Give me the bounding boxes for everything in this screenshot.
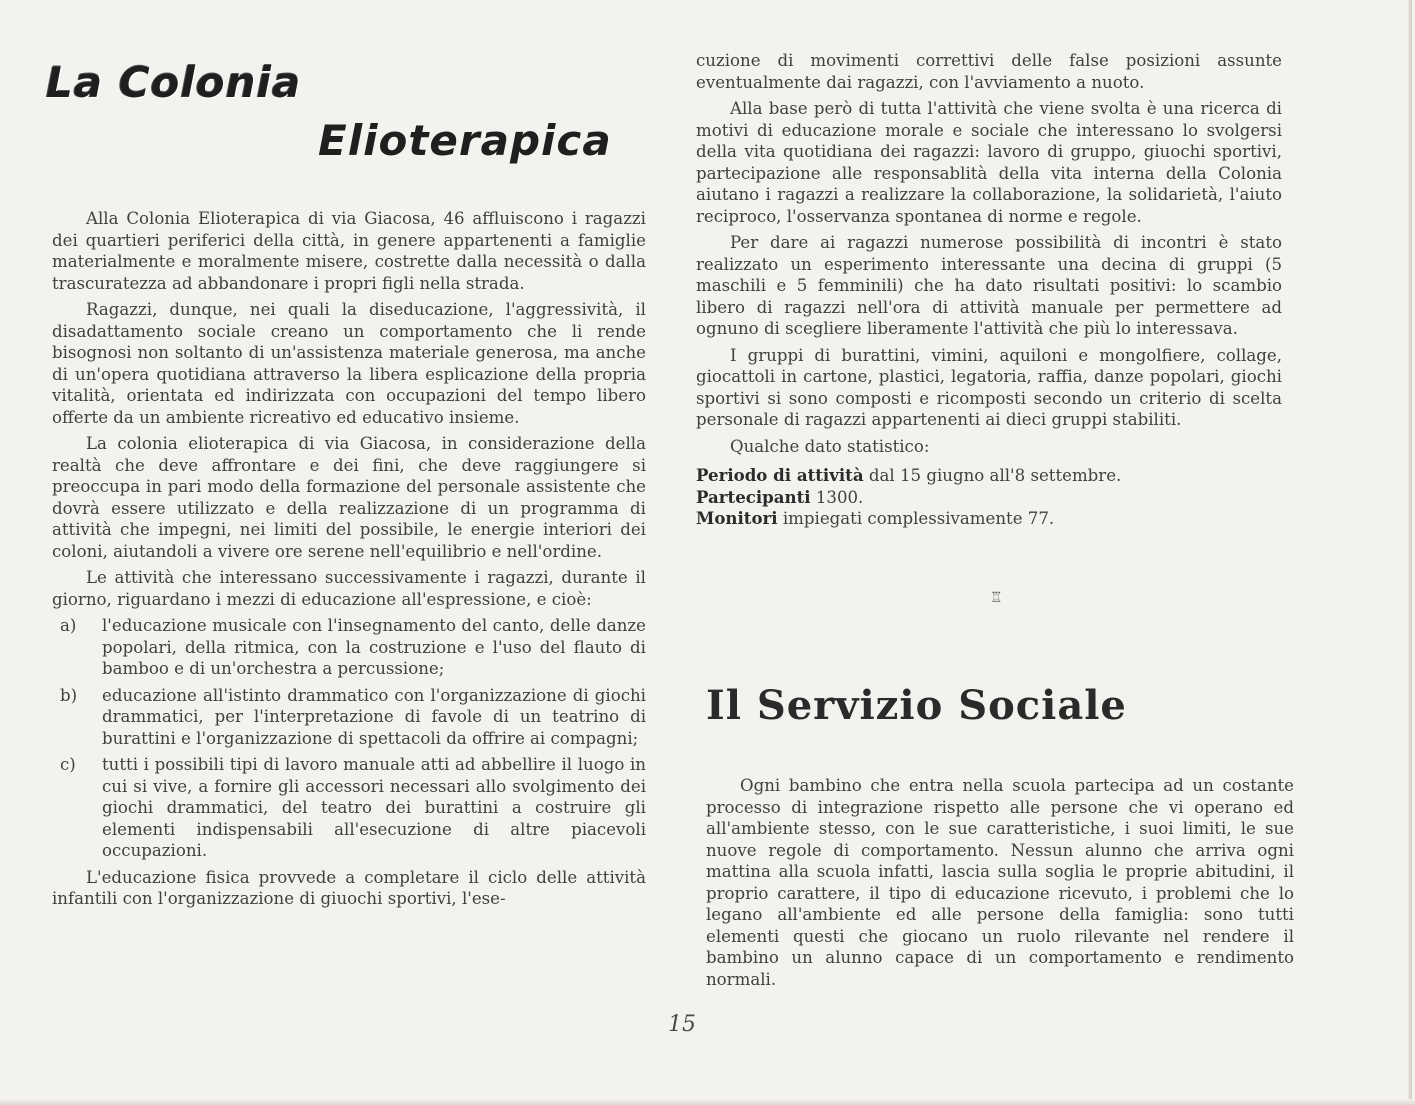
page-number: 15 xyxy=(668,1012,696,1037)
section-title: Il Servizio Sociale xyxy=(706,682,1127,729)
stat-line xyxy=(696,487,1282,509)
list-marker: c) xyxy=(60,755,76,774)
paragraph: Alla Colonia Elioterapica di via Giacosa, 46 affluiscono i ragazzi dei quartieri periferici della città, in genere appartenenti a famiglie materialmente e moralmente misere, costrette dalla necessità o dalla trascuratezza ad abbandonare i propri figli nella strada. xyxy=(52,209,646,293)
stat-line xyxy=(696,508,1282,530)
stat-value: impiegati complessivamente 77. xyxy=(782,509,1055,528)
list-marker: a) xyxy=(60,616,77,635)
right-column xyxy=(696,50,1282,530)
list-item xyxy=(52,615,646,680)
stat-line xyxy=(696,465,1282,487)
left-column xyxy=(52,208,646,915)
list-text: educazione all'istinto drammatico con l'organizzazione di giochi drammatici, per l'interpretazione di favole di un teatrino di burattini e l'organizzazione di spettacoli da offrire ai compagni; xyxy=(102,685,646,748)
paragraph: Qualche dato statistico: xyxy=(730,436,930,456)
list-text: tutti i possibili tipi di lavoro manuale atti ad abbellire il luogo in cui si vive, a fornire gli accessori necessari allo svolgimento dei giochi drammatici, del teatro dei burattini a costruire gli elementi indispensabili all'esecuzione di altre piacevoli occupazioni. xyxy=(102,755,646,860)
title-line-2: Elioterapica xyxy=(318,116,612,165)
stat-value: dal 15 giugno all'8 settembre. xyxy=(868,466,1122,485)
list-marker: b) xyxy=(60,685,78,705)
paragraph: Alla base però di tutta l'attività che viene svolta è una ricerca di motivi di educazione morale e sociale che interessano lo svolgersi della vita quotidiana dei ragazzi: lavoro di gruppo, giuochi sportivi, partecipazione alle responsablità della vita interna della Colonia aiutano i ragazzi a realizzare la collaborazione, la solidarietà, l'aiuto reciproco, l'osservanza spontanea di norme e regole. xyxy=(696,99,1282,226)
title-line-1: La Colonia xyxy=(46,58,302,107)
page-bottom-edge xyxy=(0,1099,1415,1105)
paragraph: Ragazzi, dunque, nei quali la diseducazione, l'aggressività, il disadattamento sociale creano un comportamento che li rende bisognosi non soltanto di un'assistenza materiale generosa, ma anche di un'opera quotidiana attraverso la libera esplicazione della propria vitalità, orientata ed indirizzata con occupazioni del tempo libero offerte da un ambiente ricreativo ed educativo insieme. xyxy=(52,300,646,427)
list-text: l'educazione musicale con l'insegnamento del canto, delle danze popolari, della ritmica, con la costruzione e l'uso del flauto di bamboo e di un'orchestra a percussione; xyxy=(102,616,646,678)
paragraph: I gruppi di burattini, vimini, aquiloni e mongolfiere, collage, giocattoli in cartone, plastici, legatoria, raffia, danze popolari, giochi sportivi si sono composti e ricomposti secondo un criterio di scelta personale di ragazzi appartenenti ai dieci gruppi stabiliti. xyxy=(696,345,1282,429)
list-item xyxy=(52,754,646,862)
paragraph: Per dare ai ragazzi numerose possibilità di incontri è stato realizzato un esperimento interessante una decina di gruppi (5 maschili e 5 femminili) che ha dato risultati positivi: lo scambio libero di ragazzi nell'ora di attività manuale per permettere ad ognuno di scegliere liberamente l'attività che più lo interessava. xyxy=(696,233,1282,338)
paragraph: cuzione di movimenti correttivi delle false posizioni assunte eventualmente dai ragazzi, con l'avviamento a nuoto. xyxy=(696,51,1282,92)
paragraph: Ogni bambino che entra nella scuola partecipa ad un costante processo di integrazione rispetto alle persone che vi operano ed all'ambiente stesso, con le sue caratteristiche, i suoi limiti, le sue nuove regole di comportamento. Nessun alunno che arriva ogni mattina alla scuola infatti, lascia sulla soglia le proprie abitudini, il proprio carattere, il tipo di educazione ricevuto, i problemi che lo legano all'ambiente ed alle persone della famiglia: sono tutti elementi questi che giocano un ruolo rilevante nel rendere il bambino un alunno capace di un comportamento e rendimento normali. xyxy=(706,776,1294,989)
list-item xyxy=(52,685,646,750)
section-body xyxy=(706,775,1294,995)
page-spine xyxy=(1408,0,1412,1105)
paragraph: Le attività che interessano successivamente i ragazzi, durante il giorno, riguardano i mezzi di educazione all'espressione, e cioè: xyxy=(52,568,646,609)
stat-value: 1300. xyxy=(815,487,864,507)
stat-label: Periodo di attività xyxy=(696,465,864,485)
stat-label: Monitori xyxy=(696,508,778,528)
paragraph: La colonia elioterapica di via Giacosa, in considerazione della realtà che deve affrontare e dei fini, che deve raggiungere si preoccupa in pari modo della formazione del personale assistente che dovrà essere utilizzato e della realizzazione di un programma di attività che impegni, nei limiti del possibile, le energie interiori dei coloni, aiutandoli a vivere ore serene nell'equilibrio e nell'ordine. xyxy=(52,434,646,561)
paragraph: L'educazione fisica provvede a completare il ciclo delle attività infantili con l'organizzazione di giuochi sportivi, l'ese- xyxy=(52,867,646,908)
stat-label: Partecipanti xyxy=(696,486,811,507)
ornament-icon: ♖ xyxy=(990,590,1003,606)
